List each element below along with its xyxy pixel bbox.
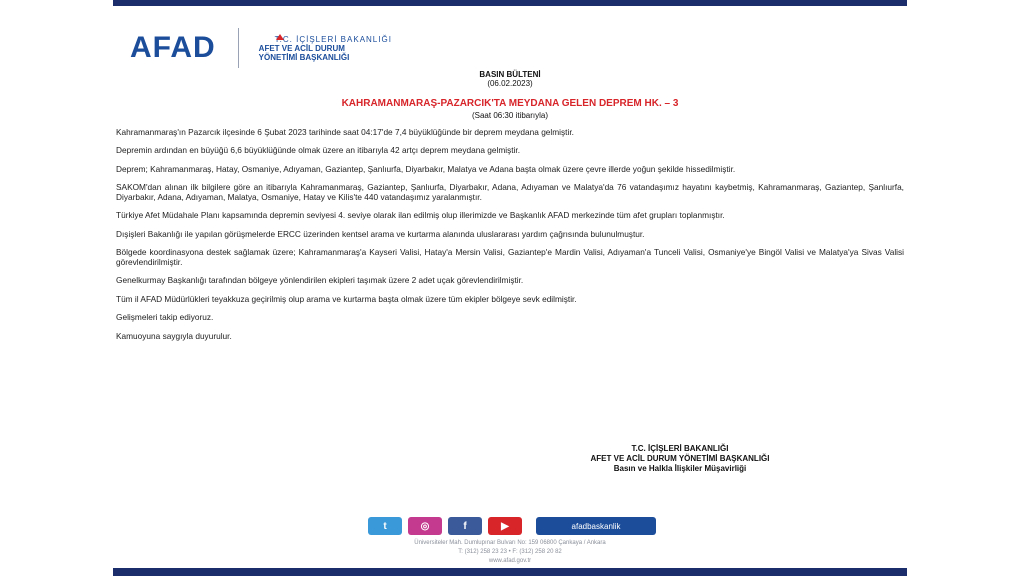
paragraph: SAKOM'dan alınan ilk bilgilere göre an itibarıyla Kahramanmaraş, Gaziantep, Şanlıurfa, Diyarbakır, Adana, Adıyaman ve Malatya'da 76 vatandaşımız hayatını kaybetmiş, Kahramanmaraş, Gaziantep, Şanlıurfa, Diyarbakır, Adana, Adıyaman, Malatya, Osmaniye, Hatay ve Kilis'te 440 vatandaşımız yaralanmıştır. <box>116 182 904 202</box>
paragraph: Deprem; Kahramanmaraş, Hatay, Osmaniye, Adıyaman, Gaziantep, Şanlıurfa, Diyarbakır, Malatya ve Adana başta olmak üzere çevre illerde yoğun şekilde hissedilmiştir. <box>116 163 736 174</box>
footer-phone: T: (312) 258 23 23 • F: (312) 258 20 82 <box>458 549 562 555</box>
bulletin-date: (06.02.2023) <box>487 79 533 88</box>
document-time: (Saat 06:30 itibarıyla) <box>471 111 549 120</box>
document-body <box>116 128 904 350</box>
paragraph: Kahramanmaraş'ın Pazarcık ilçesinde 6 Şubat 2023 tarihinde saat 04:17'de 7,4 büyüklüğünde bir deprem meydana gelmiştir. <box>116 127 574 137</box>
top-bar <box>113 0 907 6</box>
footer-web-link[interactable]: www.afad.gov.tr <box>488 558 532 564</box>
paragraph: Depremin ardından en büyüğü 6,6 büyüklüğünde olmak üzere an itibarıyla 42 artçı deprem meydana gelmiştir. <box>116 145 521 156</box>
paragraph: Dışişleri Bakanlığı ile yapılan görüşmelerde ERCC üzerinden kentsel arama ve kurtarma alanında uluslararası yardım çağrısında bulunulmuştur. <box>116 228 645 239</box>
logo-accent-icon <box>276 34 284 40</box>
paragraph: Türkiye Afet Müdahale Planı kapsamında depremin seviyesi 4. seviye olarak ilan edilmiş olup illerimizde ve Başkanlık AFAD merkezinde tüm afet grupları toplanmıştır. <box>116 210 725 221</box>
afad-logo <box>130 28 392 68</box>
instagram-icon[interactable]: ◎ <box>408 517 442 535</box>
twitter-icon[interactable]: t <box>368 517 402 535</box>
signature-office: Basın ve Halkla İlişkiler Müşavirliği <box>613 464 747 473</box>
signature-ministry: T.C. İÇİŞLERİ BAKANLIĞI <box>631 444 729 453</box>
youtube-icon[interactable]: ▶ <box>488 517 522 535</box>
document-title: KAHRAMANMARAŞ-PAZARCIK'TA MEYDANA GELEN DEPREM HK. – 3 <box>341 98 679 109</box>
logo-sub-line2: YÖNETİMİ BAŞKANLIĞI <box>258 52 350 62</box>
bottom-bar <box>113 568 907 576</box>
bulletin-label: BASIN BÜLTENİ <box>479 70 541 79</box>
signature-block <box>480 444 880 474</box>
footer-address: Üniversiteler Mah. Dumlupınar Bulvarı No: 159 06800 Çankaya / Ankara <box>414 540 606 546</box>
paragraph: Kamuoyuna saygıyla duyurulur. <box>116 330 232 341</box>
social-handle[interactable]: afadbaskanlik <box>536 517 656 535</box>
paragraph: Gelişmeleri takip ediyoruz. <box>116 312 214 323</box>
logo-sub-line1: AFET VE ACİL DURUM <box>258 43 345 53</box>
paragraph: Bölgede koordinasyona destek sağlamak üzere; Kahramanmaraş'a Kayseri Valisi, Hatay'a Mersin Valisi, Gaziantep'e Mardin Valisi, Adıyaman'a Tunceli Valisi, Osmaniye'ye Bingöl Valisi ve Malatya'ya Sivas Valisi görevlendirilmiştir. <box>116 247 904 267</box>
logo-wordmark: AFAD <box>130 31 216 64</box>
social-links <box>0 517 1024 535</box>
paragraph: Tüm il AFAD Müdürlükleri teyakkuza geçirilmiş olup arama ve kurtarma başta olmak üzere tüm ekipler bölgeye sevk edilmiştir. <box>116 293 577 304</box>
logo-divider <box>238 28 239 68</box>
signature-directorate: AFET VE ACİL DURUM YÖNETİMİ BAŞKANLIĞI <box>590 454 770 463</box>
paragraph: Genelkurmay Başkanlığı tarafından bölgeye yönlendirilen ekipleri taşımak üzere 2 adet uçak görevlendirilmiştir. <box>116 275 524 286</box>
logo-sub-tc: T.C. İÇİŞLERİ BAKANLIĞI <box>274 34 392 44</box>
facebook-icon[interactable]: f <box>448 517 482 535</box>
